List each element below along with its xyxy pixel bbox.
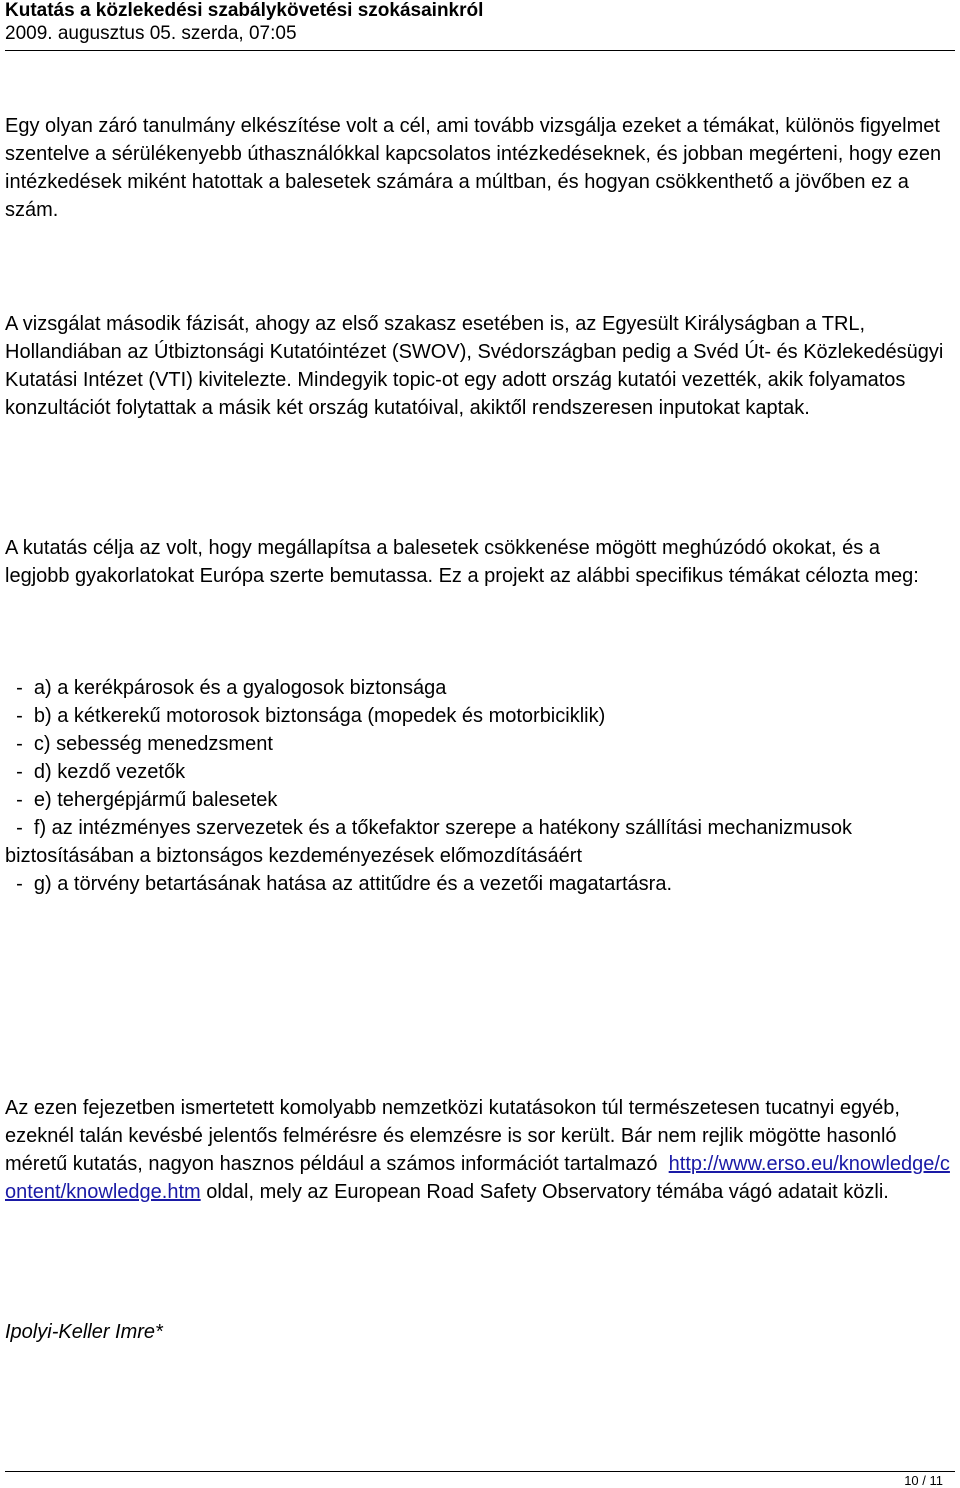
topic-list [5, 674, 950, 898]
list-item: - e) tehergépjármű balesetek [5, 789, 278, 811]
paragraph-4-text-before: Az ezen fejezetben ismertetett komolyabb nemzetközi kutatásokon túl természetesen tucatnyi egyéb, ezeknél talán kevésbé jelentős felmérésre és elemzésre is sor került. Bár nem rejlik mögötte hasonló méretű kutatás, nagyon hasznos például a számos információt tartalmazó [5, 1097, 906, 1175]
paragraph-2: A vizsgálat második fázisát, ahogy az első szakasz esetében is, az Egyesült Királyságban a TRL, Hollandiában az Útbiztonsági Kutatóintézet (SWOV), Svédországban pedig a Svéd Út- és Közlekedésügyi Kutatási Intézet (VTI) kivitelezte. Mindegyik topic-ot egy adott ország kutatói vezették, akik folyamatos konzultációt folytattak a másik két ország kutatóival, akiktől rendszeresen inputokat kaptak. [5, 313, 944, 419]
list-item: - c) sebesség menedzsment [5, 733, 273, 755]
list-item: - g) a törvény betartásának hatása az attitűdre és a vezetői magatartásra. [5, 873, 673, 895]
list-item: - a) a kerékpárosok és a gyalogosok biztonsága [5, 677, 447, 699]
paragraph-1: Egy olyan záró tanulmány elkészítése volt a cél, ami tovább vizsgálja ezeket a témákat, különös figyelmet szentelve a sérülékenyebb úthasználókkal kapcsolatos intézkedéseknek, és jobban megérteni, hogy ezen intézkedések miként hatottak a balesetek számára a múltban, és hogyan csökkenthető a jövőben ez a szám. [5, 115, 942, 221]
erso-link[interactable]: http://www.erso.eu/knowledge/content/knowledge.htm [5, 1153, 950, 1203]
page-header [5, 0, 955, 51]
article-date: 2009. augusztus 05. szerda, 07:05 [5, 23, 297, 44]
list-item: - d) kezdő vezetők [5, 761, 186, 783]
paragraph-4-text-after: oldal, mely az European Road Safety Observatory témába vágó adatait közli. [200, 1181, 889, 1203]
page-number: 10 / 11 [904, 1473, 943, 1488]
page-footer [5, 1471, 955, 1488]
paragraph-4 [5, 1094, 950, 1206]
paragraph-3: A kutatás célja az volt, hogy megállapítsa a balesetek csökkenése mögött meghúzódó okokat, és a legjobb gyakorlatokat Európa szerte bemutassa. Ez a projekt az alábbi specifikus témákat célozta meg: [5, 537, 919, 587]
article-title: Kutatás a közlekedési szabálykövetési szokásainkról [5, 0, 484, 21]
list-item: - b) a kétkerekű motorosok biztonsága (mopedek és motorbiciklik) [5, 705, 606, 727]
list-item: - f) az intézményes szervezetek és a tőkefaktor szerepe a hatékony szállítási mechanizmusok biztosításában a biztonságos kezdeményezések előmozdításáért [5, 817, 858, 867]
author-name: Ipolyi-Keller Imre* [5, 1321, 163, 1343]
